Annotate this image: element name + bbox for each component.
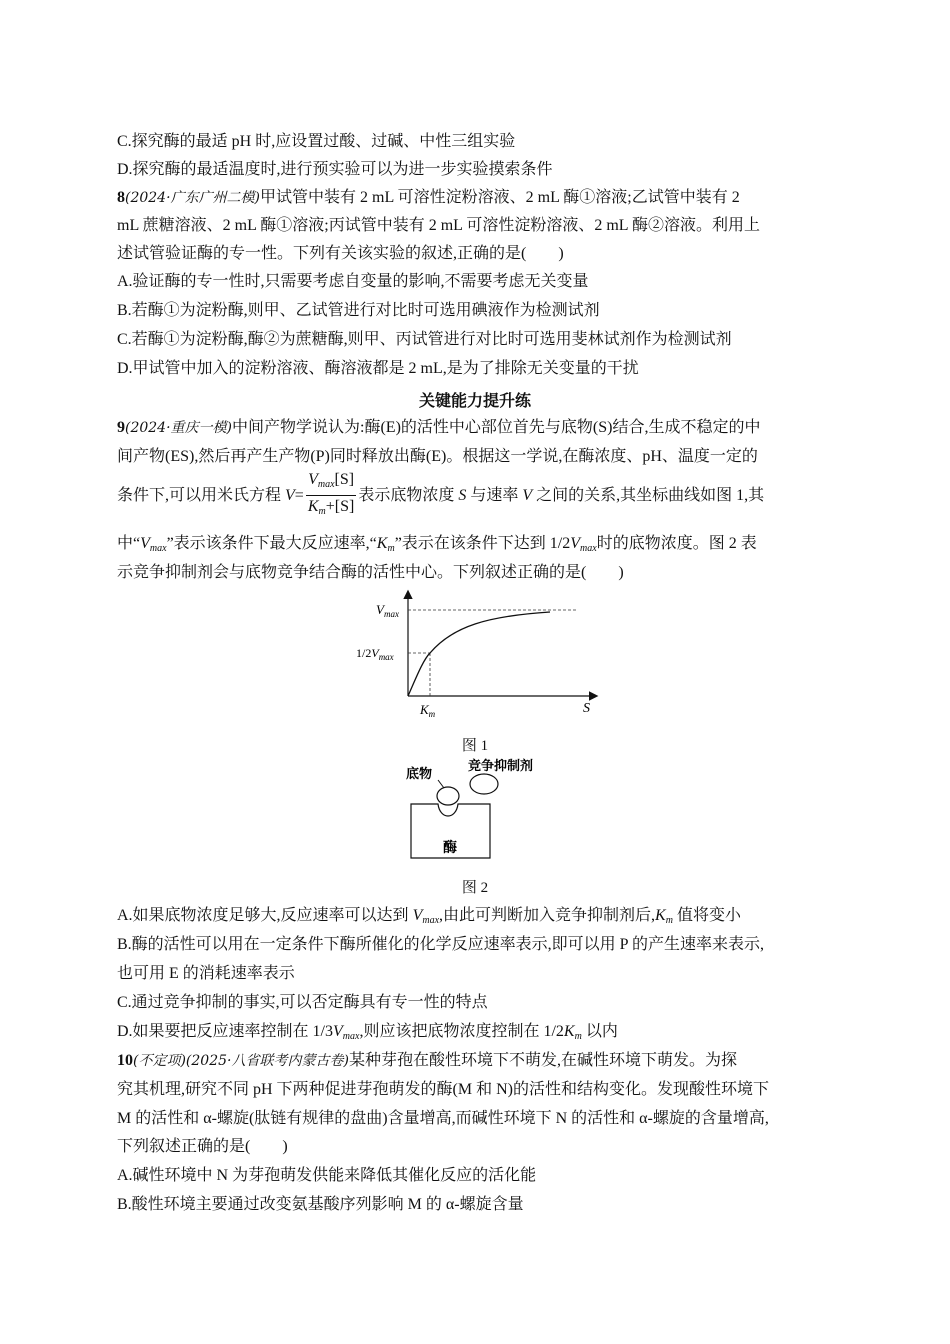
q9-optD-v: V xyxy=(333,1023,343,1040)
q9-optD-a: D.如果要把反应速率控制在 1/3 xyxy=(117,1023,334,1040)
q8-option-d: D.甲试管中加入的淀粉溶液、酶溶液都是 2 mL,是为了排除无关变量的干扰 xyxy=(117,360,639,377)
q10-source: (不定项)(2025·八省联考内蒙古卷) xyxy=(133,1053,349,1069)
q7-option-c: C.探究酶的最适 pH 时,应设置过酸、过碱、中性三组实验 xyxy=(117,133,516,150)
q9-optD-c: 以内 xyxy=(581,1023,618,1040)
q9-stem4-sub2: max xyxy=(580,543,597,554)
q9-stem1: 中间产物学说认为:酶(E)的活性中心部位首先与底物(S)结合,生成不稳定的中 xyxy=(232,419,761,436)
q9-optD-sub: max xyxy=(342,1031,360,1042)
q9-stem4-k: K xyxy=(376,535,388,552)
den-sub: m xyxy=(318,506,326,517)
den-k: K xyxy=(307,498,319,515)
q9-optA-b: ,由此可判断加入竞争抑制剂后, xyxy=(439,907,656,924)
q9-optA-v: V xyxy=(412,907,423,924)
fraction-numerator xyxy=(306,470,356,496)
q10-option-b: B.酸性环境主要通过改变氨基酸序列影响 M 的 α-螺旋含量 xyxy=(117,1196,524,1213)
figure-2-caption: 图 2 xyxy=(461,880,489,896)
michaelis-fraction xyxy=(306,470,356,523)
q9-stem3-post2: 与速率 xyxy=(466,487,523,505)
q9-stem-line2: 间产物(ES),然后再产生产物(P)同时释放出酶(E)。根据这一学说,在酶浓度、pH、温度一定的 xyxy=(117,448,758,465)
q9-stem4-v2: V xyxy=(570,535,581,552)
q9-stem-line5: 示竞争抑制剂会与底物竞争结合酶的活性中心。下列叙述正确的是( ) xyxy=(117,564,624,581)
figure-1-caption: 图 1 xyxy=(461,738,489,754)
q9-stem3-post1: 表示底物浓度 xyxy=(358,487,459,505)
q9-option-d xyxy=(117,1022,618,1047)
reaction-rate-curve xyxy=(408,612,550,696)
q10-stem-line4: 下列叙述正确的是( ) xyxy=(117,1138,288,1155)
q9-stem-line3 xyxy=(117,470,764,523)
eq-equals: = xyxy=(294,487,304,505)
num-sub: max xyxy=(317,479,335,490)
inhibitor-label: 竞争抑制剂 xyxy=(468,758,534,773)
q9-option-c: C.通过竞争抑制的事实,可以否定酶具有专一性的特点 xyxy=(117,994,488,1011)
substrate-pointer xyxy=(438,780,444,788)
den-rest: +[S] xyxy=(325,498,355,515)
q9-optD-k: K xyxy=(563,1023,575,1040)
q9-stem-line1 xyxy=(117,418,760,438)
q10-stem-line3: M 的活性和 α-螺旋(肽链有规律的盘曲)含量增高,而碱性环境下 N 的活性和 α-螺旋的含量增高, xyxy=(117,1110,769,1127)
q9-optA-c: 值将变小 xyxy=(672,907,741,924)
q9-stem4-v: V xyxy=(140,535,150,552)
substrate-shape xyxy=(437,787,459,805)
fraction-denominator xyxy=(306,496,356,523)
q8-stem-line3: 述试管验证酶的专一性。下列有关该实验的叙述,正确的是( ) xyxy=(117,245,564,262)
q9-option-b-line1: B.酶的活性可以用在一定条件下酶所催化的化学反应速率表示,即可以用 P 的产生速率来表示, xyxy=(117,936,764,953)
q9-number: 9 xyxy=(117,419,125,436)
q9-optD-ksub: m xyxy=(574,1031,582,1042)
q9-option-a xyxy=(117,906,741,931)
figure-2-diagram xyxy=(400,760,580,862)
q9-optA-a: A.如果底物浓度足够大,反应速率可以达到 xyxy=(117,907,413,924)
inhibitor-shape xyxy=(470,774,498,794)
eq-v: V xyxy=(285,487,295,505)
num-s: [S] xyxy=(334,471,355,488)
q8-option-a: A.验证酶的专一性时,只需要考虑自变量的影响,不需要考虑无关变量 xyxy=(117,273,589,290)
q8-number: 8 xyxy=(117,189,125,206)
q8-stem1: 甲试管中装有 2 mL 可溶性淀粉溶液、2 mL 酶①溶液;乙试管中装有 2 xyxy=(260,189,740,206)
section-title: 关键能力提升练 xyxy=(418,393,531,410)
q8-option-c: C.若酶①为淀粉酶,酶②为蔗糖酶,则甲、丙试管进行对比时可选用斐林试剂作为检测试剂 xyxy=(117,331,732,348)
q9-stem-line4 xyxy=(117,534,757,559)
q9-stem3-v: V xyxy=(522,487,533,505)
q9-stem3-pre: 条件下,可以用米氏方程 xyxy=(117,487,286,505)
q10-number: 10 xyxy=(117,1052,133,1069)
q8-source: (2024·广东广州二模) xyxy=(125,190,261,206)
q9-stem4-b: ”表示该条件下最大反应速率,“ xyxy=(166,535,377,552)
q9-stem4-ksub: m xyxy=(387,543,395,554)
figure-1-curve xyxy=(356,588,608,723)
vmax-label: $V_{max}$ xyxy=(376,602,399,619)
q8-stem-line2: mL 蔗糖溶液、2 mL 酶①溶液;丙试管中装有 2 mL 可溶性淀粉溶液、2 mL 酶②溶液。利用上 xyxy=(117,217,760,234)
q9-stem3-post3: 之间的关系,其坐标曲线如图 1,其 xyxy=(532,487,765,505)
q10-option-a: A.碱性环境中 N 为芽孢萌发供能来降低其催化反应的活化能 xyxy=(117,1167,537,1184)
s-axis-label: S xyxy=(583,701,590,716)
substrate-label: 底物 xyxy=(406,766,433,781)
q9-optA-k: K xyxy=(655,907,666,924)
q9-option-b-line2: 也可用 E 的消耗速率表示 xyxy=(117,965,295,982)
q10-stem-line2: 究其机理,研究不同 pH 下两种促进芽孢萌发的酶(M 和 N)的活性和结构变化。发现酸性环境下 xyxy=(117,1081,769,1098)
km-label: $K_m$ xyxy=(420,702,436,719)
q10-stem1: 某种芽孢在酸性环境下不萌发,在碱性环境下萌发。为探 xyxy=(348,1052,737,1069)
q9-optA-sub: max xyxy=(422,915,440,926)
q9-stem3-s: S xyxy=(458,487,467,505)
enzyme-label: 酶 xyxy=(443,841,457,856)
q8-option-b: B.若酶①为淀粉酶,则甲、乙试管进行对比时可选用碘液作为检测试剂 xyxy=(117,302,600,319)
q8-stem-line1 xyxy=(117,188,740,208)
q9-optA-ksub: m xyxy=(665,915,673,926)
q9-stem4-c: ”表示在该条件下达到 1/2 xyxy=(394,535,571,552)
q9-stem4-d: 时的底物浓度。图 2 表 xyxy=(596,535,757,552)
q9-source: (2024·重庆一模) xyxy=(125,420,233,436)
q9-stem4-a: 中“ xyxy=(117,535,141,552)
q10-stem-line1 xyxy=(117,1051,737,1071)
q7-option-d: D.探究酶的最适温度时,进行预实验可以为进一步实验摸索条件 xyxy=(117,161,553,178)
num-v: V xyxy=(308,471,318,488)
q9-optD-b: ,则应该把底物浓度控制在 1/2 xyxy=(359,1023,564,1040)
q9-stem4-sub: max xyxy=(149,543,167,554)
half-vmax-label: $1/2V_{max}$ xyxy=(356,646,394,662)
